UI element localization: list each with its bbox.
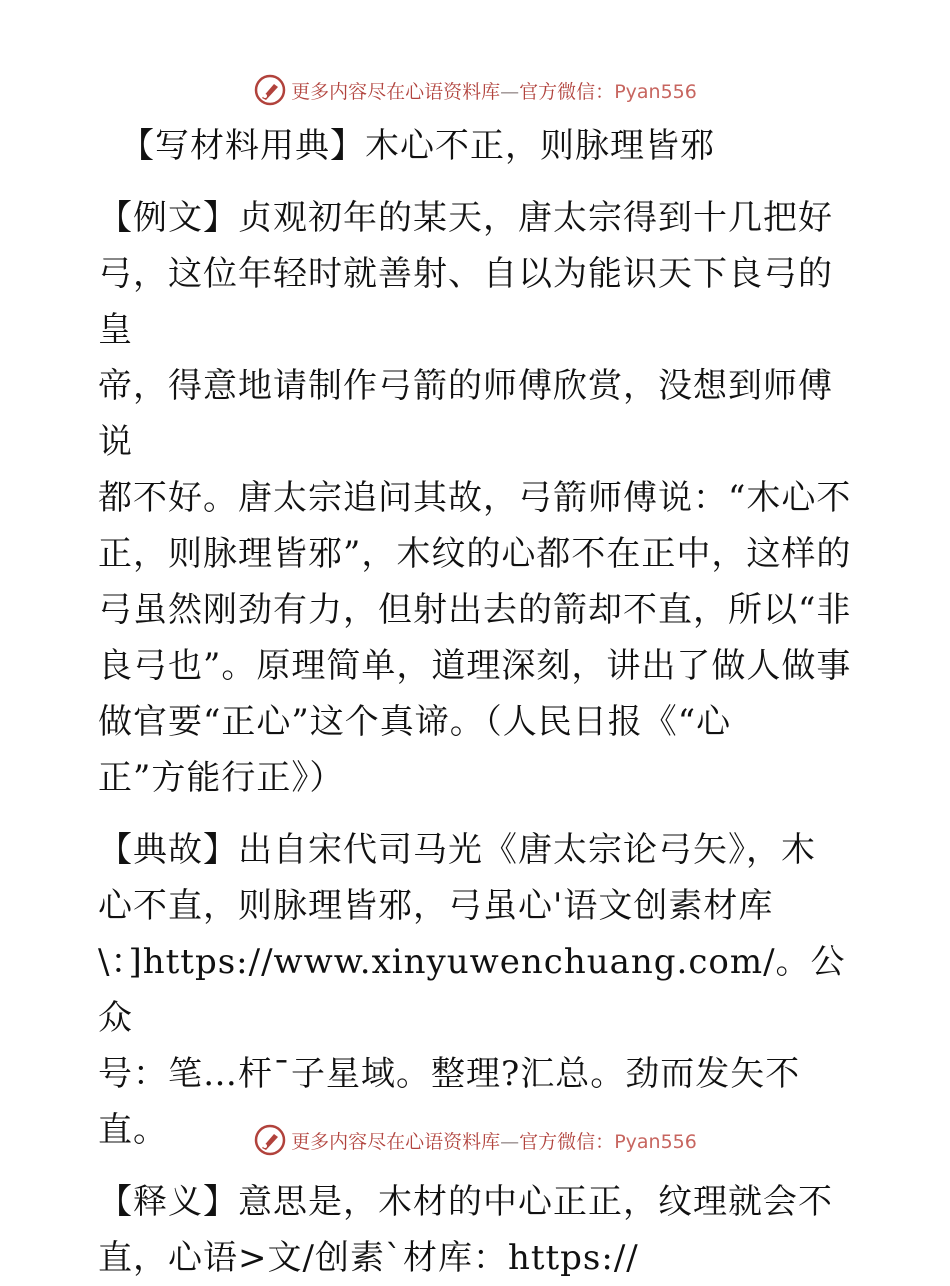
meaning-heading: 【释义】 [98, 1182, 238, 1222]
header-banner [0, 70, 950, 110]
example-section [98, 190, 858, 806]
banner-wechat-label: 官方微信： [519, 1130, 615, 1153]
document-body [98, 118, 858, 1286]
allusion-section [98, 822, 858, 1158]
allusion-line-1 [98, 822, 858, 878]
banner-account: Pyan556 [614, 80, 697, 103]
banner-wechat-label: 官方微信： [519, 80, 615, 103]
example-line-5: 正，则脉理皆邪”，木纹的心都不在正中，这样的 [98, 534, 852, 574]
meaning-line-2: 直，心语>文/创素`材库：https:// [98, 1238, 639, 1278]
example-line-6: 弓虽然刚劲有力，但射出去的箭却不直，所以“非 [98, 590, 852, 630]
example-line-3: 帝，得意地请制作弓箭的师傅欣赏，没想到师傅说 [98, 366, 833, 462]
allusion-line-2: 心不直，则脉理皆邪，弓虽心'语文创素材库 [98, 886, 774, 926]
page-title: 【写材料用典】木心不正，则脉理皆邪 [120, 126, 715, 166]
banner-separator: — [500, 1130, 520, 1153]
banner-account: Pyan556 [614, 1130, 697, 1153]
example-line-2: 弓，这位年轻时就善射、自以为能识天下良弓的皇 [98, 254, 833, 350]
example-heading: 【例文】 [98, 198, 238, 238]
example-line-9: 正”方能行正》） [98, 758, 345, 798]
example-line-8: 做官要“正心”这个真谛。（人民日报《“心 [98, 702, 732, 742]
allusion-heading: 【典故】 [98, 830, 238, 870]
meaning-section [98, 1174, 858, 1286]
banner-site-text: 更多内容尽在心语资料库 [291, 1130, 501, 1153]
allusion-text-1: 出自宋代司马光《唐太宗论弓矢》，木 [238, 830, 816, 870]
banner-separator: — [500, 80, 520, 103]
pen-nib-circle-icon [253, 1123, 287, 1157]
example-line-1 [98, 190, 858, 246]
meaning-line-1 [98, 1174, 858, 1230]
allusion-line-3: \：]https://www.xinyuwenchuang.com/。公众 [98, 942, 846, 1038]
banner-text [291, 77, 697, 104]
footer-banner [0, 1120, 950, 1160]
meaning-text-1: 意思是，木材的中心正正，纹理就会不 [238, 1182, 833, 1222]
example-line-4: 都不好。唐太宗追问其故，弓箭师傅说：“木心不 [98, 478, 852, 518]
allusion-line-4: 号：笔…杆¯子星域。整理?汇总。劲而发矢不直。 [98, 1054, 801, 1150]
banner-text [291, 1127, 697, 1154]
banner-site-text: 更多内容尽在心语资料库 [291, 80, 501, 103]
pen-nib-circle-icon [253, 73, 287, 107]
example-line-7: 良弓也”。原理简单，道理深刻，讲出了做人做事 [98, 646, 852, 686]
example-text-1: 贞观初年的某天，唐太宗得到十几把好 [238, 198, 833, 238]
